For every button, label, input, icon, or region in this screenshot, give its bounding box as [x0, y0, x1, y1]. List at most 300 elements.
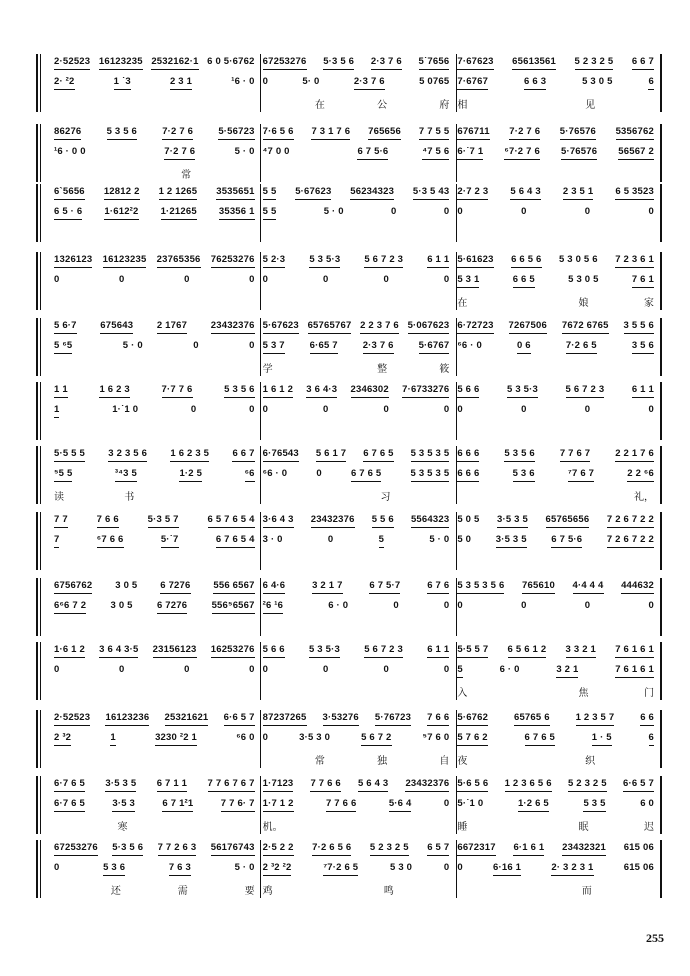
- jianpu-beat: 0: [249, 664, 255, 675]
- jianpu-beat: 3·5 3 5: [105, 778, 136, 792]
- jianpu-beat: 56567 2: [618, 146, 654, 160]
- jianpu-beat: 67253276: [54, 842, 98, 856]
- jianpu-beat: 1·2 6 5: [518, 798, 549, 812]
- lyric-syllable: 门: [643, 688, 654, 699]
- jianpu-beat: 0: [54, 862, 60, 873]
- lyric-line: [50, 684, 658, 699]
- measure: [259, 732, 454, 746]
- jianpu-beat: 6: [648, 76, 653, 90]
- jianpu-beat: 5 · 0: [234, 862, 255, 873]
- upper-part: [50, 254, 658, 268]
- measure: [259, 644, 454, 658]
- barline: [660, 54, 662, 112]
- jianpu-beat: 0: [190, 404, 197, 415]
- system-bracket: [36, 54, 46, 112]
- jianpu-beat: 615 06: [623, 862, 654, 873]
- system-bracket: [36, 512, 46, 570]
- lyric-syllable: 迟: [643, 822, 654, 833]
- jianpu-beat: 3230 ²2 1: [155, 732, 197, 746]
- measure: [453, 360, 658, 375]
- jianpu-beat: 6 7 5·6: [551, 534, 582, 548]
- score-system: [36, 642, 662, 700]
- jianpu-beat: ⁴7 0 0: [262, 146, 290, 157]
- jianpu-beat: ¹6 · 0 0: [54, 146, 86, 157]
- score-system: [36, 318, 662, 376]
- barline: [660, 446, 662, 504]
- jianpu-beat: 0: [457, 862, 463, 873]
- jianpu-beat: 0: [443, 862, 450, 873]
- jianpu-beat: 3·53276: [323, 712, 359, 726]
- jianpu-beat: 6·6 5 7: [623, 778, 654, 792]
- lower-part: [50, 76, 658, 90]
- jianpu-beat: 2 ³2: [54, 732, 71, 746]
- jianpu-beat: 56234323: [350, 186, 394, 200]
- lower-part: [50, 206, 658, 220]
- measure: [50, 862, 259, 876]
- barline: [660, 512, 662, 570]
- jianpu-beat: 5·˙7: [161, 534, 179, 548]
- measure: [453, 206, 658, 220]
- system-bracket: [36, 184, 46, 242]
- measure: [453, 96, 658, 111]
- jianpu-beat: 6 6 5: [513, 274, 535, 288]
- measure: [50, 320, 259, 334]
- jianpu-beat: 6 7276: [160, 580, 190, 594]
- measure: [259, 882, 454, 897]
- jianpu-beat: 0: [521, 404, 527, 415]
- jianpu-beat: 6 7 6 5 4: [216, 534, 255, 548]
- jianpu-beat: 65613561: [512, 56, 556, 70]
- jianpu-beat: 3 · 0: [262, 534, 283, 545]
- jianpu-beat: 86276: [54, 126, 81, 140]
- upper-part: [50, 56, 658, 70]
- measure: [259, 862, 454, 876]
- jianpu-beat: 7 3 1 7 6: [311, 126, 350, 140]
- score-system: [36, 124, 662, 182]
- system-bracket: [36, 710, 46, 768]
- lower-part: [50, 146, 658, 160]
- jianpu-beat: 1 2 1265: [159, 186, 198, 200]
- lower-part: [50, 862, 658, 876]
- upper-part: [50, 778, 658, 792]
- measure: [50, 404, 259, 418]
- score-system: [36, 578, 662, 636]
- jianpu-beat: 1 6 2 3 5: [170, 448, 209, 462]
- jianpu-beat: 7·7 7 6: [162, 384, 193, 398]
- jianpu-beat: 6 7 6 5: [351, 468, 381, 482]
- measure: [453, 384, 658, 398]
- jianpu-beat: 0: [383, 404, 389, 415]
- jianpu-beat: 1·21265: [161, 206, 197, 220]
- lyric-syllable: 鸣: [383, 886, 394, 897]
- jianpu-beat: 0: [184, 664, 190, 675]
- jianpu-beat: 6 6 7: [632, 56, 654, 70]
- measure: [259, 360, 454, 375]
- jianpu-beat: 2346302: [351, 384, 389, 398]
- measure: [50, 468, 259, 482]
- measure: [50, 206, 259, 220]
- jianpu-beat: 7267506: [509, 320, 547, 334]
- jianpu-beat: 7·2 7 6: [509, 126, 540, 140]
- jianpu-beat: 0: [262, 404, 269, 415]
- measure: [50, 360, 259, 375]
- jianpu-beat: 0: [262, 76, 269, 87]
- jianpu-beat: 3·5 3 5: [497, 514, 528, 528]
- jianpu-beat: 5 2 3 2 5: [370, 842, 409, 856]
- system-bracket: [36, 642, 46, 700]
- measure: [50, 146, 259, 160]
- jianpu-beat: 0: [316, 468, 322, 479]
- measure: [259, 448, 454, 462]
- jianpu-beat: 0: [393, 600, 399, 611]
- jianpu-beat: 6 5 3523: [615, 186, 654, 200]
- jianpu-beat: 7 7 6 6: [310, 778, 340, 792]
- measure: [259, 166, 454, 181]
- jianpu-beat: 0: [648, 404, 654, 415]
- lyric-syllable: 还: [110, 886, 121, 897]
- measure: [259, 274, 454, 288]
- jianpu-beat: 7·6767: [457, 76, 488, 90]
- score-system: [36, 184, 662, 242]
- jianpu-beat: 5·61623: [457, 254, 493, 268]
- measure: [50, 340, 259, 354]
- jianpu-beat: 6 1 1: [427, 254, 449, 268]
- jianpu-beat: 5·3 5 6: [323, 56, 354, 70]
- lower-part: [50, 732, 658, 746]
- jianpu-beat: 23432376: [405, 778, 449, 792]
- jianpu-beat: 3·5 3: [112, 798, 135, 812]
- jianpu-beat: 6 6 7: [232, 448, 254, 462]
- measure: [259, 752, 454, 767]
- score-system: [36, 252, 662, 310]
- jianpu-beat: 1·˙1 0: [112, 404, 139, 415]
- jianpu-beat: 7·2 7 6: [164, 146, 195, 160]
- jianpu-beat: 5 6 7 2: [361, 732, 391, 746]
- lyric-syllable: 书: [124, 492, 135, 503]
- jianpu-beat: 5356762: [616, 126, 654, 140]
- jianpu-beat: ⁶7·2 7 6: [504, 146, 540, 160]
- jianpu-beat: 0: [584, 206, 591, 217]
- jianpu-beat: 7 6 1 6 1: [615, 664, 654, 678]
- jianpu-beat: 0: [391, 206, 397, 217]
- measure: [50, 644, 259, 658]
- measure: [259, 468, 454, 482]
- measure: [259, 580, 454, 594]
- measure: [259, 340, 454, 354]
- jianpu-beat: 5 5: [263, 206, 277, 220]
- jianpu-beat: 12812 2: [104, 186, 140, 200]
- system-bracket: [36, 252, 46, 310]
- system-bracket: [36, 578, 46, 636]
- jianpu-beat: 1·7123: [263, 778, 294, 792]
- jianpu-beat: 5: [457, 664, 462, 678]
- jianpu-beat: 6 7 6 5: [525, 732, 555, 746]
- jianpu-beat: 6 0 5·6762: [207, 56, 255, 67]
- upper-part: [50, 186, 658, 200]
- jianpu-beat: 5·3 5 43: [413, 186, 449, 200]
- score-system: [36, 840, 662, 898]
- measure: [453, 404, 658, 418]
- jianpu-beat: 0: [119, 274, 125, 285]
- jianpu-beat: 0: [249, 340, 255, 351]
- jianpu-beat: 5 ⁶5: [54, 340, 72, 354]
- jianpu-beat: 2·3 7 6: [363, 340, 394, 354]
- jianpu-beat: 5˙7656: [419, 56, 450, 70]
- jianpu-beat: 6·16 1: [493, 862, 521, 876]
- measure: [453, 842, 658, 856]
- measure: [453, 732, 658, 746]
- measure: [259, 514, 454, 528]
- measure: [259, 56, 454, 70]
- jianpu-beat: 6 5 7 6 5 4: [208, 514, 255, 528]
- lyric-syllable: 焦: [578, 688, 589, 699]
- measure: [259, 384, 454, 398]
- measure: [50, 384, 259, 398]
- jianpu-beat: 5 3 5 3 5: [411, 448, 450, 462]
- measure: [453, 166, 658, 181]
- jianpu-beat: 1: [54, 404, 59, 418]
- jianpu-beat: 2 3 1: [170, 76, 192, 90]
- jianpu-beat: 1326123: [54, 254, 92, 268]
- jianpu-beat: 5 6 7 2 3: [364, 254, 403, 268]
- jianpu-beat: 6 7 6: [427, 580, 449, 594]
- measure: [259, 534, 454, 548]
- jianpu-beat: 5·76576: [560, 126, 596, 140]
- jianpu-beat: 0: [443, 274, 450, 285]
- measure: [453, 56, 658, 70]
- measure: [453, 294, 658, 309]
- measure: [50, 778, 259, 792]
- lyric-syllable: 织: [585, 756, 596, 767]
- measure: [50, 186, 259, 200]
- jianpu-beat: 16123235: [99, 56, 143, 70]
- jianpu-beat: 0: [262, 274, 269, 285]
- system-bracket: [36, 318, 46, 376]
- jianpu-beat: 3 6 4 3·5: [99, 644, 138, 658]
- barline: [660, 318, 662, 376]
- jianpu-beat: 5 3 6: [103, 862, 125, 876]
- measure: [453, 488, 658, 503]
- measure: [259, 96, 454, 111]
- jianpu-beat: 5·67623: [263, 320, 299, 334]
- jianpu-beat: 1·2 5: [179, 468, 202, 482]
- jianpu-beat: 7 7: [54, 514, 68, 528]
- jianpu-beat: 5·67623: [295, 186, 331, 200]
- lyric-line: [50, 360, 658, 375]
- measure: [453, 254, 658, 268]
- lower-part: [50, 404, 658, 418]
- jianpu-beat: 67253276: [263, 56, 307, 70]
- jianpu-beat: 76253276: [211, 254, 255, 268]
- jianpu-beat: 3·5 3 0: [299, 732, 331, 743]
- jianpu-beat: 556 6567: [213, 580, 254, 594]
- jianpu-beat: 6 7 6 5: [363, 448, 393, 462]
- jianpu-beat: 23432376: [311, 514, 355, 528]
- jianpu-beat: 6672317: [457, 842, 495, 856]
- measure: [453, 862, 658, 876]
- jianpu-beat: 0: [443, 600, 450, 611]
- jianpu-beat: 1 6 2 3: [99, 384, 129, 398]
- upper-part: [50, 644, 658, 658]
- measure: [453, 340, 658, 354]
- measure: [50, 76, 259, 90]
- jianpu-beat: 0: [54, 664, 60, 675]
- jianpu-beat: 3·5 3 5: [496, 534, 527, 548]
- jianpu-beat: 25321621: [165, 712, 209, 726]
- jianpu-beat: ⁵7 6 0: [422, 732, 450, 743]
- upper-part: [50, 580, 658, 594]
- jianpu-beat: 2 2 1 7 6: [615, 448, 654, 462]
- lyric-syllable: 习: [380, 492, 391, 503]
- lyric-syllable: 读: [54, 492, 64, 503]
- jianpu-beat: 5 3 0 5 6: [558, 254, 598, 265]
- measure: [259, 404, 454, 418]
- lyric-syllable: 要: [244, 886, 255, 897]
- jianpu-beat: 6 4·6: [263, 580, 286, 594]
- jianpu-beat: 556⁵6567: [212, 600, 255, 614]
- jianpu-beat: 0: [648, 600, 654, 611]
- jianpu-beat: 3 3 2 1: [566, 644, 596, 658]
- jianpu-beat: 0: [521, 206, 527, 217]
- jianpu-beat: 23765356: [157, 254, 201, 268]
- measure: [50, 534, 259, 548]
- jianpu-beat: 6 6 5 6: [511, 254, 541, 268]
- jianpu-beat: 23156123: [153, 644, 197, 658]
- barline: [660, 382, 662, 440]
- jianpu-beat: 6 5 6 1 2: [508, 644, 547, 658]
- jianpu-beat: 5·6767: [419, 340, 450, 354]
- score-system: [36, 54, 662, 112]
- jianpu-beat: 7672 6765: [562, 320, 609, 334]
- jianpu-beat: 6 7 1 1: [157, 778, 187, 792]
- system-bracket: [36, 124, 46, 182]
- jianpu-beat: 0: [383, 274, 389, 285]
- lyric-syllable: 在: [314, 100, 325, 111]
- jianpu-beat: 5·5 5 7: [457, 644, 488, 658]
- measure: [453, 534, 658, 548]
- jianpu-beat: 7 6 1: [632, 274, 654, 288]
- jianpu-beat: 3 5 6: [632, 340, 654, 354]
- jianpu-beat: 6 7 5·7: [369, 580, 400, 594]
- jianpu-beat: 0: [584, 600, 591, 611]
- measure: [50, 798, 259, 812]
- jianpu-beat: 6·1 6 1: [513, 842, 544, 856]
- lyric-syllable: 在: [457, 298, 468, 309]
- jianpu-beat: 6 1 1: [427, 644, 449, 658]
- jianpu-beat: 0: [184, 274, 190, 285]
- measure: [50, 712, 259, 726]
- measure: [50, 514, 259, 528]
- jianpu-beat: 5 6 6: [263, 644, 285, 658]
- measure: [50, 842, 259, 856]
- jianpu-beat: 3·6 4 3: [263, 514, 294, 528]
- jianpu-beat: 5 0 5: [457, 514, 480, 525]
- jianpu-beat: 5·56723: [218, 126, 254, 140]
- jianpu-beat: ⁶6 0: [236, 732, 255, 743]
- jianpu-beat: 5 3 5 6: [107, 126, 137, 140]
- jianpu-beat: 1·6 1 2: [54, 644, 85, 658]
- jianpu-beat: 7 6 6: [97, 514, 119, 528]
- jianpu-beat: 7·67623: [457, 56, 493, 70]
- jianpu-beat: 16123235: [103, 254, 147, 268]
- jianpu-beat: 2· ²2: [54, 76, 75, 90]
- jianpu-beat: 615 06: [623, 842, 654, 853]
- jianpu-beat: 2·52523: [54, 712, 90, 726]
- jianpu-beat: 5·6762: [457, 712, 488, 726]
- jianpu-beat: 3 2 1: [556, 664, 578, 678]
- jianpu-beat: 1 2 3 6 5 6: [505, 778, 552, 792]
- jianpu-beat: 5 · 0: [122, 340, 143, 351]
- jianpu-beat: 0: [584, 404, 591, 415]
- jianpu-beat: 0: [327, 534, 334, 545]
- jianpu-beat: 5 · 0: [429, 534, 450, 545]
- lyric-line: [50, 488, 658, 503]
- lyric-syllable: 学: [262, 364, 273, 375]
- jianpu-beat: 7 7 6 7: [560, 448, 590, 462]
- lyric-syllable: 相: [457, 100, 468, 111]
- lower-part: [50, 534, 658, 548]
- jianpu-beat: 5·3 5 6: [112, 842, 143, 856]
- jianpu-beat: 0: [521, 600, 527, 611]
- jianpu-beat: 3 0 5: [115, 580, 138, 591]
- jianpu-beat: 7 2 3 6 1: [615, 254, 654, 268]
- measure: [453, 320, 658, 334]
- jianpu-beat: 2·7 2 3: [457, 186, 488, 200]
- measure: [259, 684, 454, 699]
- page-number: 255: [646, 931, 664, 945]
- jianpu-beat: 5 0: [457, 534, 472, 545]
- system-bracket: [36, 776, 46, 834]
- jianpu-beat: 5 3 5·3: [309, 254, 340, 268]
- measure: [50, 166, 259, 181]
- lower-part: [50, 664, 658, 678]
- jianpu-beat: 6 6 6: [457, 448, 479, 462]
- lyric-line: [50, 818, 658, 833]
- jianpu-beat: 5·067623: [408, 320, 450, 334]
- measure: [50, 274, 259, 288]
- jianpu-beat: 5 3 5 6: [224, 384, 254, 398]
- barline: [660, 642, 662, 700]
- jianpu-beat: ⁷7·2 6 5: [323, 862, 358, 876]
- jianpu-beat: 5·76576: [561, 146, 597, 160]
- jianpu-beat: 6 0: [640, 798, 654, 809]
- jianpu-beat: 2 2 3 7 6: [360, 320, 399, 334]
- measure: [453, 798, 658, 812]
- jianpu-beat: ⁶6 · 0: [262, 468, 288, 479]
- jianpu-beat: 3535651: [216, 186, 254, 200]
- lyric-line: [50, 166, 658, 181]
- jianpu-beat: 5 2·3: [263, 254, 286, 268]
- jianpu-beat: ⁴7 5 6: [422, 146, 449, 160]
- lyric-syllable: 夜: [457, 756, 468, 767]
- jianpu-beat: 6756762: [54, 580, 92, 594]
- jianpu-beat: 6 7 1²1: [162, 798, 193, 812]
- jianpu-beat: 5 6 4 3: [510, 186, 540, 200]
- lyric-syllable: 鸡: [262, 886, 273, 897]
- jianpu-beat: 444632: [621, 580, 654, 594]
- measure: [453, 752, 658, 767]
- jianpu-beat: 675643: [100, 320, 133, 334]
- jianpu-beat: 7 6 6: [427, 712, 449, 726]
- measure: [453, 882, 658, 897]
- jianpu-beat: 6 · 0: [499, 664, 520, 675]
- upper-part: [50, 320, 658, 334]
- measure: [259, 798, 454, 812]
- jianpu-beat: 765656: [368, 126, 401, 140]
- lyric-syllable: 常: [314, 756, 325, 767]
- jianpu-beat: 6 6: [640, 712, 654, 726]
- lyric-syllable: 眠: [578, 822, 589, 833]
